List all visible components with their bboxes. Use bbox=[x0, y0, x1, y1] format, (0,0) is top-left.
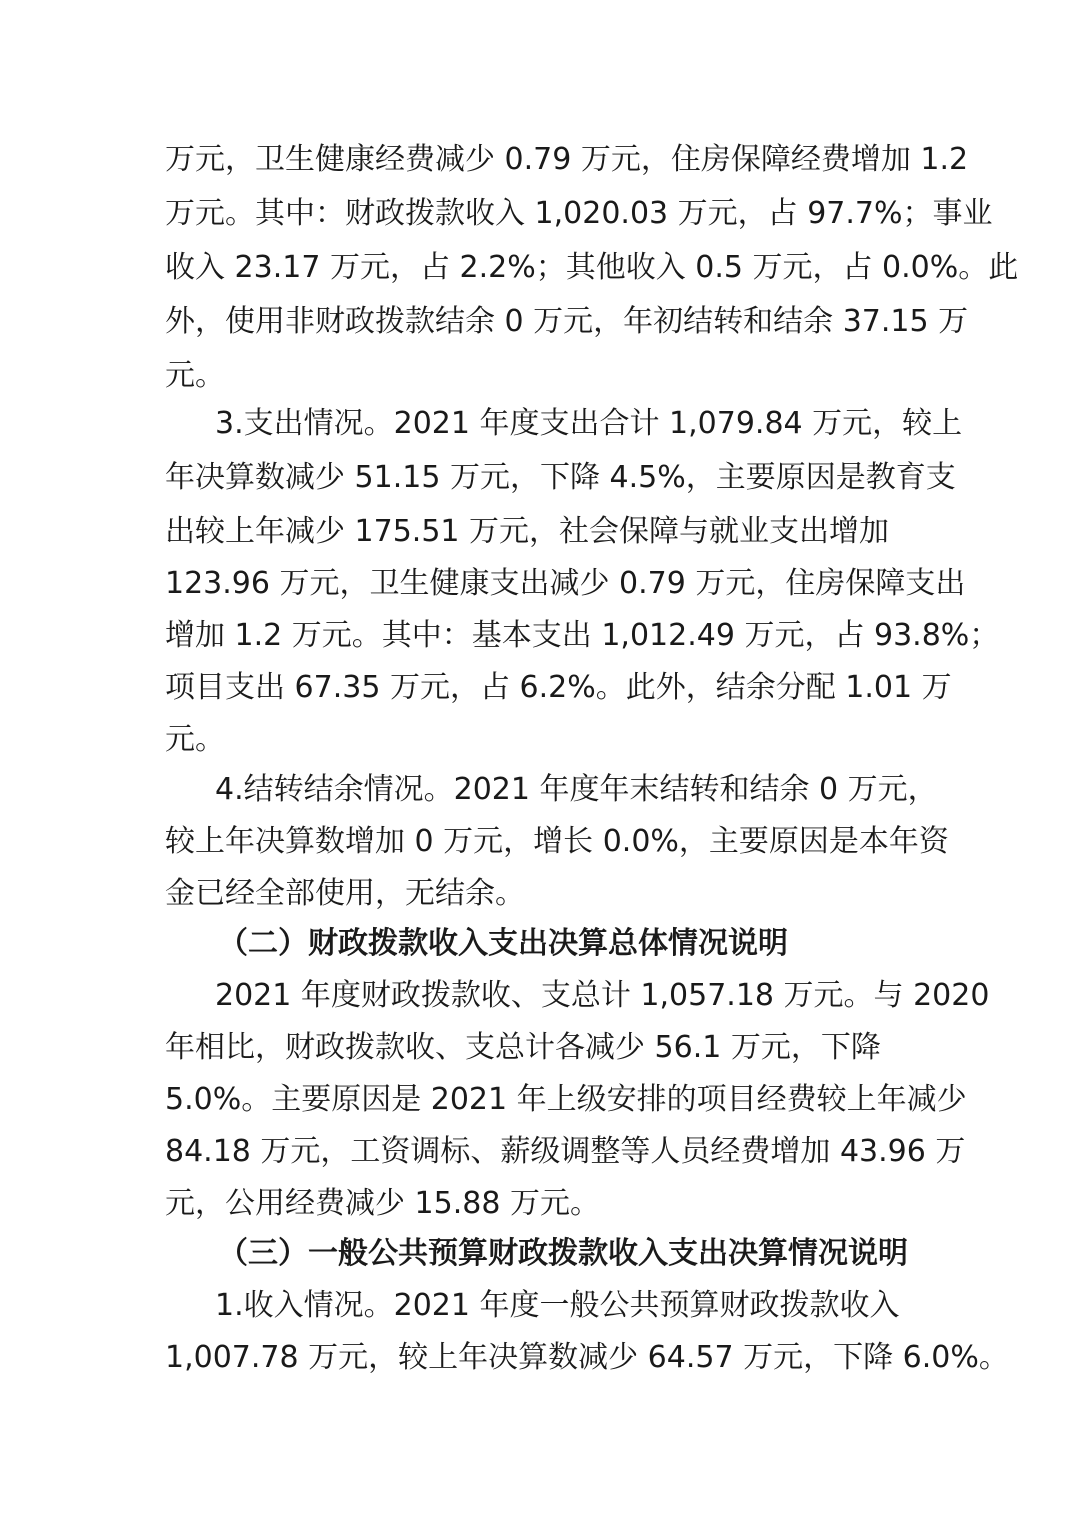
section-heading: （二）财政拨款收入支出决算总体情况说明 bbox=[218, 926, 788, 961]
text-line: 收入 23.17 万元，占 2.2%；其他收入 0.5 万元，占 0.0%。此 bbox=[165, 250, 1019, 285]
text-line: 年决算数减少 51.15 万元，下降 4.5%，主要原因是教育支 bbox=[165, 460, 956, 495]
section-heading: （三）一般公共预算财政拨款收入支出决算情况说明 bbox=[218, 1236, 908, 1271]
text-line: 84.18 万元，工资调标、薪级调整等人员经费增加 43.96 万 bbox=[165, 1134, 966, 1169]
text-line: 元。 bbox=[165, 722, 225, 757]
paragraph-start-line: 2021 年度财政拨款收、支总计 1,057.18 万元。与 2020 bbox=[215, 978, 990, 1013]
paragraph-start-line: 4.结转结余情况。2021 年度年末结转和结余 0 万元， bbox=[215, 772, 938, 807]
text-line: 年相比，财政拨款收、支总计各减少 56.1 万元，下降 bbox=[165, 1030, 881, 1065]
text-line: 元，公用经费减少 15.88 万元。 bbox=[165, 1186, 600, 1221]
text-line: 出较上年减少 175.51 万元，社会保障与就业支出增加 bbox=[165, 514, 890, 549]
text-line: 1,007.78 万元，较上年决算数减少 64.57 万元，下降 6.0%。 bbox=[165, 1340, 1009, 1375]
text-line: 项目支出 67.35 万元，占 6.2%。此外，结余分配 1.01 万 bbox=[165, 670, 952, 705]
text-line: 较上年决算数增加 0 万元，增长 0.0%，主要原因是本年资 bbox=[165, 824, 949, 859]
text-line: 金已经全部使用，无结余。 bbox=[165, 876, 525, 911]
text-line: 外，使用非财政拨款结余 0 万元，年初结转和结余 37.15 万 bbox=[165, 304, 969, 339]
paragraph-start-line: 3.支出情况。2021 年度支出合计 1,079.84 万元，较上 bbox=[215, 406, 963, 441]
text-line: 5.0%。主要原因是 2021 年上级安排的项目经费较上年减少 bbox=[165, 1082, 967, 1117]
text-line: 万元，卫生健康经费减少 0.79 万元，住房保障经费增加 1.2 bbox=[165, 142, 969, 177]
text-line: 123.96 万元，卫生健康支出减少 0.79 万元，住房保障支出 bbox=[165, 566, 966, 601]
text-line: 万元。其中：财政拨款收入 1,020.03 万元，占 97.7%；事业 bbox=[165, 196, 993, 231]
text-line: 元。 bbox=[165, 358, 225, 393]
paragraph-start-line: 1.收入情况。2021 年度一般公共预算财政拨款收入 bbox=[215, 1288, 900, 1323]
text-line: 增加 1.2 万元。其中：基本支出 1,012.49 万元，占 93.8%； bbox=[165, 618, 1000, 653]
